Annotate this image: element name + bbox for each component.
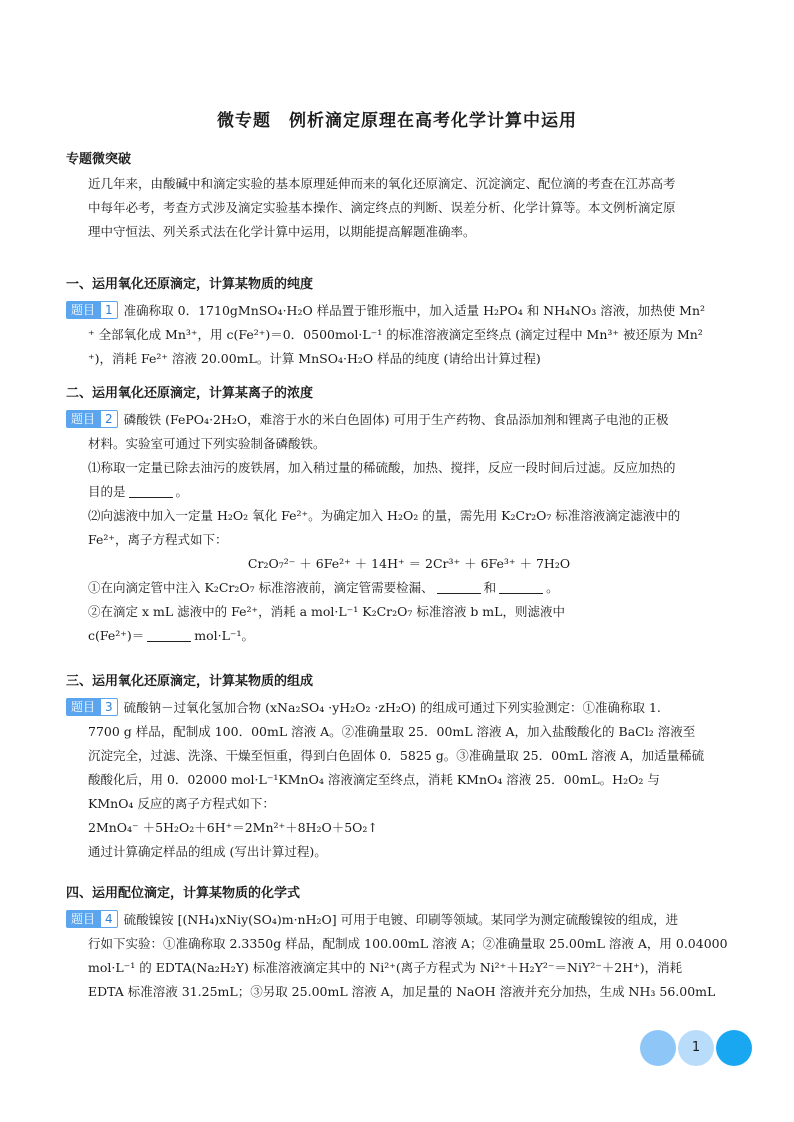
intro-paragraph	[88, 172, 748, 244]
question-line: ⁺ 全部氧化成 Mn³⁺，用 c(Fe²⁺)＝0．0500mol·L⁻¹ 的标准溶液滴定至终点 (滴定过程中 Mn³⁺ 被还原为 Mn²	[88, 327, 703, 342]
question-line: mol·L⁻¹ 的 EDTA(Na₂H₂Y) 标准溶液滴定其中的 Ni²⁺(离子方程式为 Ni²⁺＋H₂Y²⁻＝NiY²⁻＋2H⁺)，消耗	[88, 960, 683, 975]
question-line: ⁺)，消耗 Fe²⁺ 溶液 20.00mL。计算 MnSO₄·H₂O 样品的纯度 (请给出计算过程)	[88, 351, 541, 366]
question-1	[66, 299, 752, 371]
page-indicator	[640, 1030, 752, 1066]
question-line: EDTA 标准溶液 31.25mL；③另取 25.00mL 溶液 A，加足量的 NaOH 溶液并充分加热，生成 NH₃ 56.00mL	[88, 984, 716, 999]
tag-label: 题目	[66, 698, 100, 716]
question-line: 酸酸化后，用 0．02000 mol·L⁻¹KMnO₄ 溶液滴定至终点，消耗 KMnO₄ 溶液 25．00mL。H₂O₂ 与	[88, 772, 660, 787]
pager-dot-left	[640, 1030, 676, 1066]
question-line	[66, 299, 752, 323]
section-heading-2: 二、运用氧化还原滴定，计算某离子的浓度	[66, 386, 314, 401]
question-line: 7700 g 样品，配制成 100．00mL 溶液 A。②准确量取 25．00mL 溶液 A，加入盐酸酸化的 BaCl₂ 溶液至	[88, 724, 696, 739]
question-line: Fe²⁺，离子方程式如下：	[88, 532, 228, 547]
page-title: 微专题 例析滴定原理在高考化学计算中运用	[217, 111, 577, 131]
question-line: 目的是 。	[88, 484, 189, 499]
question-text: ①在向滴定管中注入 K₂Cr₂O₇ 标准溶液前，滴定管需要检漏、	[88, 580, 434, 595]
question-line: 行如下实验：①准确称取 2.3350g 样品，配制成 100.00mL 溶液 A；②准确量取 25.00mL 溶液 A，用 0.04000	[88, 936, 728, 951]
question-tag	[66, 410, 118, 428]
section-heading-3: 三、运用氧化还原滴定，计算某物质的组成	[66, 674, 314, 689]
question-line: KMnO₄ 反应的离子方程式如下：	[88, 796, 275, 811]
section-heading-4: 四、运用配位滴定，计算某物质的化学式	[66, 886, 301, 901]
question-tag	[66, 698, 118, 716]
question-line: ⑴称取一定量已除去油污的废铁屑，加入稍过量的稀硫酸，加热、搅拌，反应一段时间后过滤。反应加热的	[88, 460, 676, 475]
question-text: 硫酸钠－过氧化氢加合物 (xNa₂SO₄ ·yH₂O₂ ·zH₂O) 的组成可通过下列实验测定：①准确称取 1.	[123, 700, 661, 715]
answer-blank	[437, 579, 481, 594]
ionic-equation: Cr₂O₇²⁻ ＋ 6Fe²⁺ ＋ 14H⁺ ＝ 2Cr³⁺ ＋ 6Fe³⁺ ＋ 7H₂O	[247, 556, 571, 571]
intro-line: 近几年来，由酸碱中和滴定实验的基本原理延伸而来的氧化还原滴定、沉淀滴定、配位滴的考查在江苏高考	[88, 176, 676, 191]
question-line: ②在滴定 x mL 滤液中的 Fe²⁺，消耗 a mol·L⁻¹ K₂Cr₂O₇ 标准溶液 b mL，则滤液中	[88, 604, 565, 619]
question-3	[66, 696, 752, 864]
question-line: 沉淀完全，过滤、洗涤、干燥至恒重，得到白色固体 0．5825 g。③准确量取 25．00mL 溶液 A，加适量稀硫	[88, 748, 705, 763]
question-text: 磷酸铁 (FePO₄·2H₂O，难溶于水的米白色固体) 可用于生产药物、食品添加剂和锂离子电池的正极	[123, 412, 669, 427]
answer-blank	[129, 483, 173, 498]
question-line	[66, 624, 752, 648]
intro-line: 中每年必考，考查方式涉及滴定实验基本操作、滴定终点的判断、误差分析、化学计算等。本文例析滴定原	[88, 200, 676, 215]
page-number: 1	[691, 1040, 701, 1055]
question-2	[66, 408, 752, 648]
question-line	[66, 408, 752, 432]
section-heading-1: 一、运用氧化还原滴定，计算某物质的纯度	[66, 277, 314, 292]
tag-label: 题目	[66, 410, 100, 428]
question-text: 准确称取 0．1710gMnSO₄·H₂O 样品置于锥形瓶中，加入适量 H₂PO₄ 和 NH₄NO₃ 溶液，加热使 Mn²	[123, 303, 706, 318]
answer-blank	[147, 627, 191, 642]
tag-label: 题目	[66, 301, 100, 319]
question-tag	[66, 910, 118, 928]
question-line: 通过计算确定样品的组成 (写出计算过程)。	[88, 844, 327, 859]
question-text: c(Fe²⁺)＝	[88, 628, 145, 643]
question-line	[66, 696, 752, 720]
question-line: 材料。实验室可通过下列实验制备磷酸铁。	[88, 436, 326, 451]
question-line: ①在向滴定管中注入 K₂Cr₂O₇ 标准溶液前，滴定管需要检漏、 和 。	[88, 580, 559, 595]
question-4	[66, 908, 752, 1004]
question-tag	[66, 301, 118, 319]
intro-line: 理中守恒法、列关系式法在化学计算中运用，以期能提高解题准确率。	[88, 224, 476, 239]
answer-blank	[499, 579, 543, 594]
pager-dot-right	[716, 1030, 752, 1066]
intro-heading: 专题微突破	[66, 152, 132, 167]
tag-number: 2	[100, 410, 118, 428]
question-text: mol·L⁻¹。	[194, 628, 255, 643]
question-line	[66, 908, 752, 932]
tag-number: 1	[100, 301, 118, 319]
question-line: 2MnO₄⁻ ＋5H₂O₂＋6H⁺＝2Mn²⁺＋8H₂O＋5O₂↑	[88, 820, 378, 835]
question-text: 目的是	[88, 484, 126, 499]
question-line: ⑵向滤液中加入一定量 H₂O₂ 氧化 Fe²⁺。为确定加入 H₂O₂ 的量，需先用 K₂Cr₂O₇ 标准溶液滴定滤液中的	[88, 508, 681, 523]
tag-number: 4	[100, 910, 118, 928]
tag-number: 3	[100, 698, 118, 716]
tag-label: 题目	[66, 910, 100, 928]
question-text: 和	[483, 580, 497, 595]
question-text: 硫酸镍铵 [(NH₄)xNiy(SO₄)m·nH₂O] 可用于电镀、印刷等领域。某同学为测定硫酸镍铵的组成，进	[123, 912, 679, 927]
